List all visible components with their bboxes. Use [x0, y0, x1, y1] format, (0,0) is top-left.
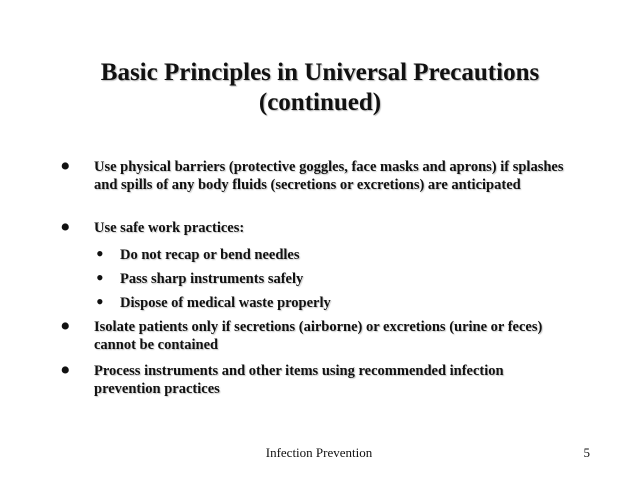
bullet-text: Isolate patients only if secretions (airborne) or excretions (urine or feces) cannot be contained — [94, 319, 543, 353]
bullet-text: Use physical barriers (protective goggles, face masks and aprons) if splashes and spills of any body fluids (secretions or excretions) are anticipated — [94, 159, 564, 193]
page-number: 5 — [583, 445, 590, 460]
bullet-icon: • — [60, 211, 71, 244]
bullet-icon: • — [60, 150, 71, 183]
slide-title-line-1: Basic Principles in Universal Precautions — [100, 59, 540, 86]
sub-bullet-icon: • — [96, 241, 104, 266]
sub-bullet-icon: • — [96, 289, 104, 314]
sub-bullet-text: Dispose of medical waste properly — [120, 295, 331, 311]
slide-title-line-2: (continued) — [258, 89, 382, 116]
sub-bullet-icon: • — [96, 265, 104, 290]
sub-bullet-text: Do not recap or bend needles — [120, 247, 300, 263]
footer-text: Infection Prevention — [265, 445, 373, 460]
bullet-icon: • — [60, 354, 71, 387]
bullet-icon: • — [60, 310, 71, 343]
bullet-text: Use safe work practices: — [94, 220, 245, 236]
sub-bullet-text: Pass sharp instruments safely — [120, 271, 304, 287]
bullet-text: Process instruments and other items using recommended infection prevention practices — [94, 363, 504, 397]
slide-title — [40, 58, 600, 118]
